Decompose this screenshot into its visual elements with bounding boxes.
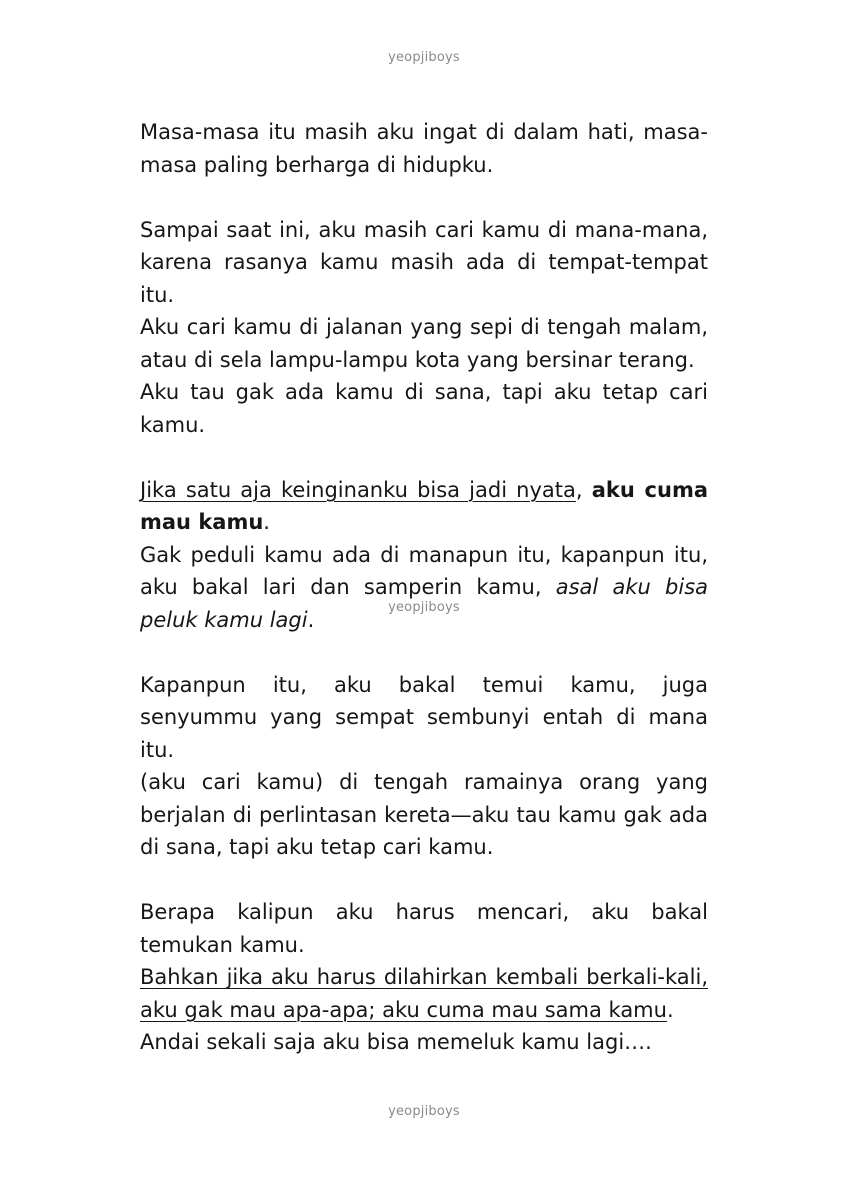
paragraph-9: Berapa kalipun aku harus mencari, aku bakal temukan kamu. — [140, 900, 708, 957]
period: . — [263, 510, 270, 534]
paragraph-2: Sampai saat ini, aku masih cari kamu di mana-mana, karena rasanya kamu masih ada di tempat-tempat itu. — [140, 217, 708, 307]
watermark-bottom: yeopjiboys — [388, 1104, 460, 1119]
paragraph-1: Masa-masa itu masih aku ingat di dalam hati, masa-masa paling berharga di hidupku. — [140, 120, 708, 177]
poem-body — [140, 116, 708, 1059]
paragraph-8: (aku cari kamu) di tengah ramainya orang yang berjalan di perlintasan kereta—aku tau kamu gak ada di sana, tapi aku tetap cari kamu. — [140, 770, 708, 859]
bold-phrase: aku cuma mau kamu — [140, 477, 709, 534]
paragraph-spacer — [140, 864, 708, 897]
watermark-top: yeopjiboys — [388, 50, 460, 65]
paragraph-10 — [140, 961, 708, 1026]
paragraph-4: Aku tau gak ada kamu di sana, tapi aku tetap cari kamu. — [140, 380, 708, 437]
paragraph-spacer — [140, 181, 708, 214]
period: . — [307, 607, 315, 632]
watermark-middle: yeopjiboys — [388, 600, 460, 615]
paragraph-spacer — [140, 441, 708, 474]
paragraph-11: Andai sekali saja aku bisa memeluk kamu lagi…. — [140, 1030, 652, 1054]
period: . — [666, 997, 674, 1022]
paragraph-spacer — [140, 636, 708, 669]
underlined-wish: Jika satu aja keinginanku bisa jadi nyata — [140, 477, 576, 502]
paragraph-5 — [140, 474, 708, 539]
paragraph-3: Aku cari kamu di jalanan yang sepi di tengah malam, atau di sela lampu-lampu kota yang bersinar terang. — [140, 315, 708, 372]
plain-text: Gak peduli kamu ada di manapun itu, kapanpun itu, aku bakal lari dan samperin kamu, — [140, 542, 708, 599]
italic-phrase: asal aku bisa peluk kamu lagi — [140, 575, 709, 632]
paragraph-7: Kapanpun itu, aku bakal temui kamu, juga senyummu yang sempat sembunyi entah di mana itu. — [140, 672, 708, 762]
paragraph-6 — [140, 539, 708, 637]
comma: , — [575, 477, 592, 502]
underlined-phrase: Bahkan jika aku harus dilahirkan kembali berkali-kali, aku gak mau apa-apa; aku cuma mau sama kamu — [140, 965, 708, 1022]
